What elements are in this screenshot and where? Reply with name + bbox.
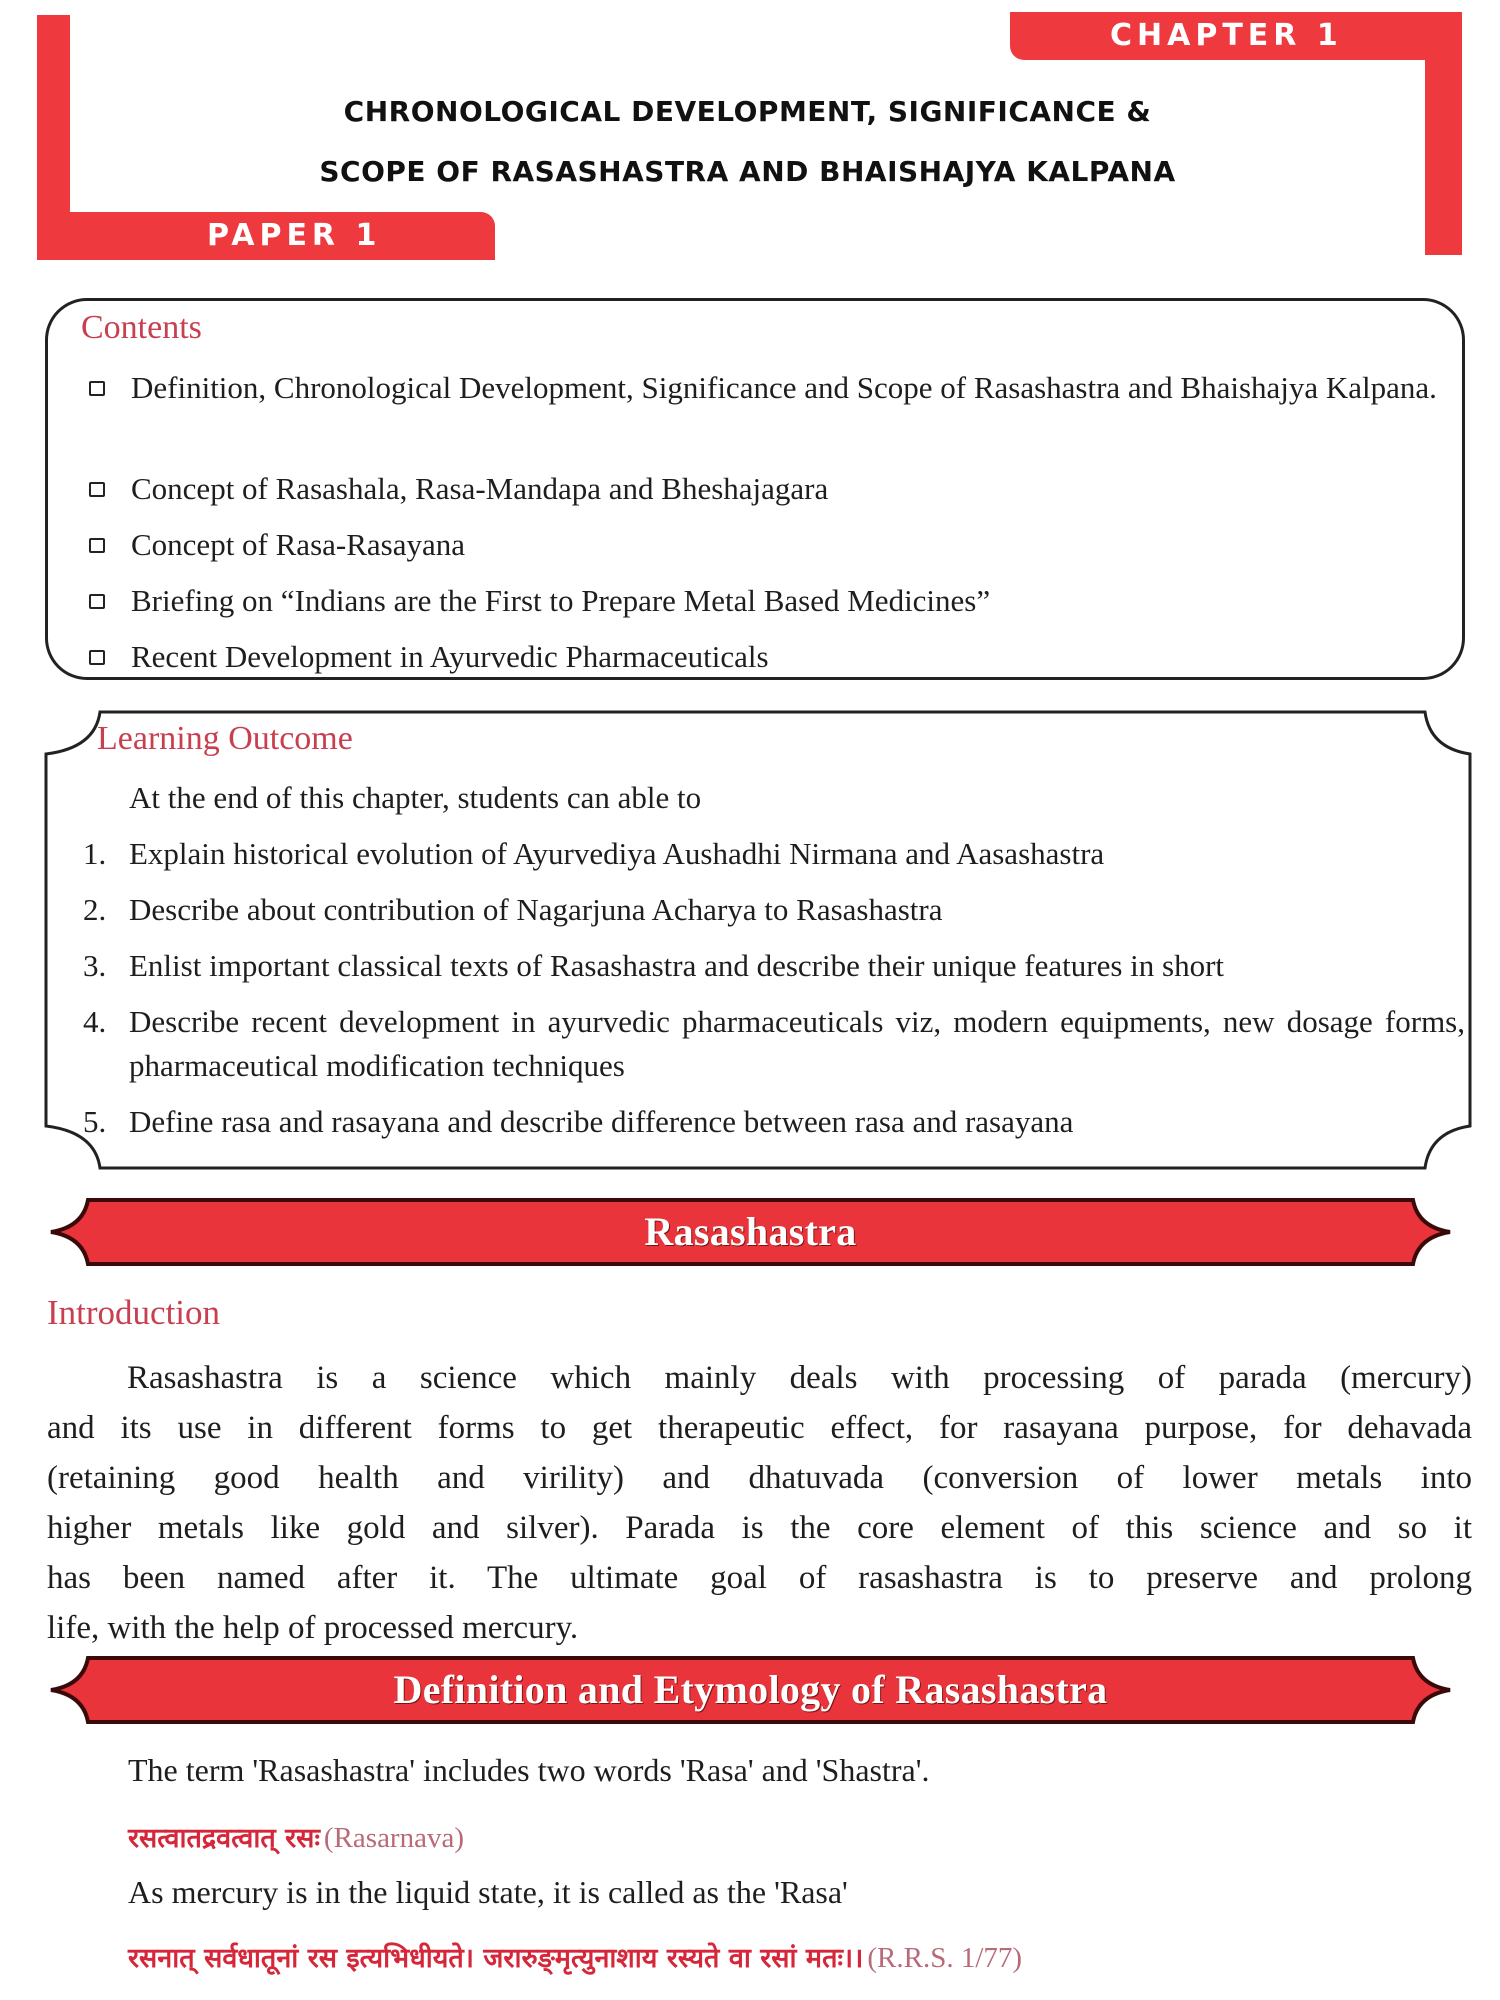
sanskrit-text: रसत्वातद्रवत्वात् रसः	[128, 1823, 320, 1854]
contents-item: Briefing on “Indians are the First to Prepare Metal Based Medicines”	[131, 579, 1422, 623]
contents-item: Concept of Rasa-Rasayana	[131, 523, 1422, 567]
intro-paragraph-line: and its use in different forms to get therapeutic effect, for rasayana purpose, for dehavada	[47, 1410, 1472, 1446]
intro-paragraph-line: Rasashastra is a science which mainly deals with processing of parada (mercury)	[127, 1360, 1472, 1396]
chapter-title	[70, 92, 1425, 192]
banner-title: Rasashastra	[644, 1209, 857, 1254]
chapter-label: CHAPTER 1	[1110, 18, 1343, 53]
contents-item: Concept of Rasashala, Rasa-Mandapa and Bheshajagara	[131, 467, 1422, 511]
banner-title: Definition and Etymology of Rasashastra	[393, 1667, 1108, 1712]
square-bullet-icon	[89, 538, 105, 553]
contents-item: Definition, Chronological Development, Significance and Scope of Rasashastra and Bhaishajya Kalpana.	[131, 366, 1452, 410]
outcome-item: 4. Describe recent development in ayurvedic pharmaceuticals viz, modern equipments, new dosage forms, pharmaceutical modification techniques	[83, 1004, 1465, 1083]
outcome-item: 2. Describe about contribution of Nagarjuna Acharya to Rasashastra	[83, 892, 943, 927]
section-banner-definition	[48, 1655, 1453, 1725]
chapter-title-line-2: SCOPE OF RASASHASTRA AND BHAISHAJYA KALPANA	[319, 155, 1176, 188]
chapter-title-line-1: CHRONOLOGICAL DEVELOPMENT, SIGNIFICANCE &	[343, 95, 1152, 128]
intro-paragraph-line: has been named after it. The ultimate goal of rasashastra is to preserve and prolong	[47, 1560, 1472, 1596]
paper-label: PAPER 1	[207, 218, 382, 253]
learning-outcome-heading: Learning Outcome	[97, 720, 353, 757]
intro-paragraph-line: life, with the help of processed mercury.	[47, 1610, 579, 1646]
sanskrit-verse	[128, 1818, 464, 1855]
contents-heading: Contents	[81, 309, 202, 346]
square-bullet-icon	[89, 650, 105, 665]
introduction-heading: Introduction	[47, 1293, 221, 1332]
contents-box	[45, 298, 1465, 680]
outcome-item: 3. Enlist important classical texts of Rasashastra and describe their unique features in short	[83, 948, 1225, 983]
learning-outcome-intro: At the end of this chapter, students can able to	[129, 780, 702, 815]
outcome-item: 5. Define rasa and rasayana and describe difference between rasa and rasayana	[83, 1104, 1074, 1139]
intro-paragraph-line: (retaining good health and virility) and dhatuvada (conversion of lower metals into	[47, 1460, 1472, 1496]
verse-reference: (R.R.S. 1/77)	[867, 1942, 1023, 1974]
learning-outcome-box	[45, 712, 1475, 1168]
square-bullet-icon	[89, 482, 105, 497]
definition-line: As mercury is in the liquid state, it is called as the 'Rasa'	[128, 1874, 848, 1910]
contents-item: Recent Development in Ayurvedic Pharmaceuticals	[131, 635, 1422, 679]
verse-reference: (Rasarnava)	[323, 1822, 464, 1854]
square-bullet-icon	[89, 381, 105, 396]
definition-line: The term 'Rasashastra' includes two words 'Rasa' and 'Shastra'.	[128, 1752, 930, 1788]
sanskrit-text: रसनात् सर्वधातूनां रस इत्यभिधीयते। जरारुङ्मृत्युनाशाय रस्यते वा रसां मतः।।	[128, 1943, 864, 1974]
chapter-tab	[1010, 12, 1462, 60]
paper-tab	[37, 212, 495, 260]
sanskrit-verse	[128, 1938, 1022, 1975]
square-bullet-icon	[89, 594, 105, 609]
section-banner-rasashastra	[48, 1197, 1453, 1267]
intro-paragraph-line: higher metals like gold and silver). Parada is the core element of this science and so it	[47, 1510, 1472, 1546]
chapter-bracket-vertical	[1425, 12, 1462, 255]
outcome-item: 1. Explain historical evolution of Ayurvediya Aushadhi Nirmana and Aasashastra	[83, 836, 1105, 871]
